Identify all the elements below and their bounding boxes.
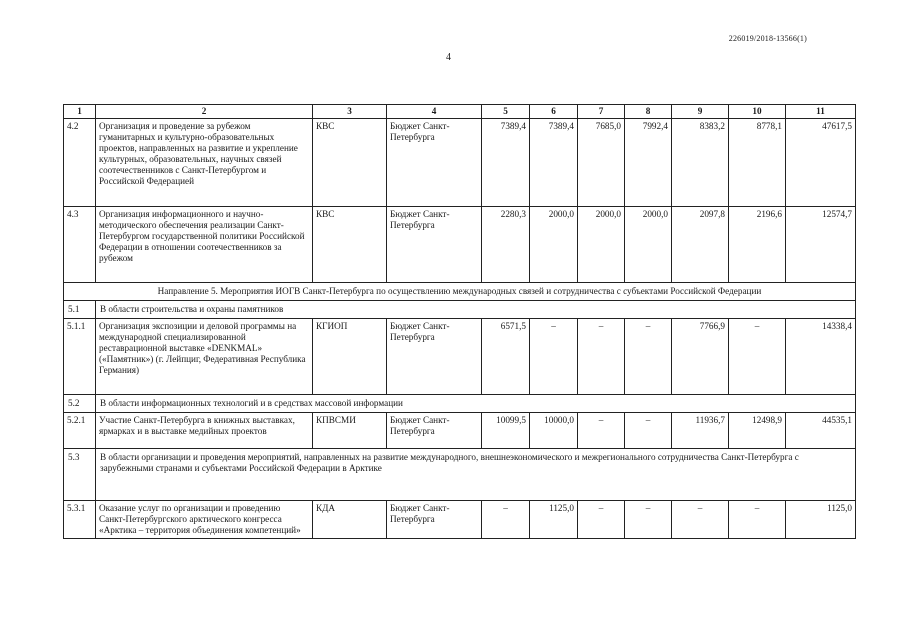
column-header: 3 xyxy=(313,105,387,119)
page-number: 4 xyxy=(446,52,451,63)
column-header: 1 xyxy=(64,105,96,119)
row-description: Организация и проведение за рубежом гуманитарных и культурно-образовательных проектов, направленных на развитие и укрепление культурных, образовательных, научных связей соотечественников с Санкт-Петербургом и Российской Федерацией xyxy=(96,119,313,207)
row-amount: 8778,1 xyxy=(729,119,786,207)
row-executor: КПВСМИ xyxy=(313,413,387,449)
column-header: 11 xyxy=(786,105,856,119)
row-funding-source: Бюджет Санкт-Петербурга xyxy=(387,413,482,449)
row-funding-source: Бюджет Санкт-Петербурга xyxy=(387,319,482,395)
row-amount: 6571,5 xyxy=(482,319,530,395)
column-header: 2 xyxy=(96,105,313,119)
row-amount: 2000,0 xyxy=(578,207,625,283)
row-amount: – xyxy=(625,413,672,449)
row-amount: 11936,7 xyxy=(672,413,729,449)
section-code: 5.3 xyxy=(64,449,96,501)
column-header: 7 xyxy=(578,105,625,119)
row-executor: КДА xyxy=(313,501,387,539)
row-amount: 2280,3 xyxy=(482,207,530,283)
row-amount: 2000,0 xyxy=(625,207,672,283)
row-amount: 12574,7 xyxy=(786,207,856,283)
column-header: 8 xyxy=(625,105,672,119)
table-row xyxy=(64,319,856,395)
table-row xyxy=(64,207,856,283)
row-code: 4.3 xyxy=(64,207,96,283)
row-amount: 7992,4 xyxy=(625,119,672,207)
section-title: В области информационных технологий и в средствах массовой информации xyxy=(96,395,856,413)
row-amount: 44535,1 xyxy=(786,413,856,449)
row-amount: 8383,2 xyxy=(672,119,729,207)
column-header: 9 xyxy=(672,105,729,119)
row-amount: 10099,5 xyxy=(482,413,530,449)
row-amount: – xyxy=(625,319,672,395)
direction-title: Направление 5. Мероприятия ИОГВ Санкт-Петербурга по осуществлению международных связей и сотрудничества с субъектами Российской Федерации xyxy=(64,283,856,301)
row-amount: 2000,0 xyxy=(530,207,578,283)
row-amount: – xyxy=(729,319,786,395)
row-funding-source: Бюджет Санкт-Петербурга xyxy=(387,501,482,539)
row-executor: КВС xyxy=(313,207,387,283)
row-description: Организация информационного и научно-методического обеспечения реализации Санкт-Петербургом государственной политики Российской Федерации в отношении соотечественников за рубежом xyxy=(96,207,313,283)
row-amount: – xyxy=(729,501,786,539)
row-code: 5.2.1 xyxy=(64,413,96,449)
row-amount: 7685,0 xyxy=(578,119,625,207)
budget-table xyxy=(63,104,856,539)
row-amount: – xyxy=(530,319,578,395)
row-amount: – xyxy=(482,501,530,539)
row-amount: 1125,0 xyxy=(786,501,856,539)
row-funding-source: Бюджет Санкт-Петербурга xyxy=(387,119,482,207)
section-code: 5.2 xyxy=(64,395,96,413)
row-code: 5.1.1 xyxy=(64,319,96,395)
direction-row xyxy=(64,283,856,301)
row-amount: 14338,4 xyxy=(786,319,856,395)
row-amount: – xyxy=(578,501,625,539)
table-row xyxy=(64,413,856,449)
section-title: В области организации и проведения мероприятий, направленных на развитие международного, внешнеэкономического и межрегионального сотрудничества Санкт-Петербурга с зарубежными странами и субъектами Российской Федерации в Арктике xyxy=(96,449,856,501)
section-row xyxy=(64,449,856,501)
row-amount: 2196,6 xyxy=(729,207,786,283)
row-funding-source: Бюджет Санкт-Петербурга xyxy=(387,207,482,283)
row-amount: – xyxy=(625,501,672,539)
row-executor: КВС xyxy=(313,119,387,207)
row-amount: 1125,0 xyxy=(530,501,578,539)
row-amount: 7389,4 xyxy=(482,119,530,207)
row-description: Оказание услуг по организации и проведению Санкт-Петербургского арктического конгресса «Арктика – территория объединения компетенций» xyxy=(96,501,313,539)
table-row xyxy=(64,119,856,207)
column-header: 5 xyxy=(482,105,530,119)
section-row xyxy=(64,301,856,319)
table-header-row xyxy=(64,105,856,119)
column-header: 6 xyxy=(530,105,578,119)
row-code: 4.2 xyxy=(64,119,96,207)
section-row xyxy=(64,395,856,413)
row-description: Организация экспозиции и деловой программы на международной специализированной реставрационной выставке «DENKMAL» («Памятник») (г. Лейпциг, Федеративная Республика Германия) xyxy=(96,319,313,395)
row-description: Участие Санкт-Петербурга в книжных выставках, ярмарках и в выставке медийных проектов xyxy=(96,413,313,449)
row-executor: КГИОП xyxy=(313,319,387,395)
row-amount: – xyxy=(672,501,729,539)
row-amount: – xyxy=(578,319,625,395)
row-amount: 10000,0 xyxy=(530,413,578,449)
row-amount: – xyxy=(578,413,625,449)
row-amount: 7389,4 xyxy=(530,119,578,207)
document-number: 226019/2018-13566(1) xyxy=(728,34,807,43)
table-row xyxy=(64,501,856,539)
row-amount: 12498,9 xyxy=(729,413,786,449)
column-header: 10 xyxy=(729,105,786,119)
column-header: 4 xyxy=(387,105,482,119)
section-code: 5.1 xyxy=(64,301,96,319)
section-title: В области строительства и охраны памятников xyxy=(96,301,856,319)
row-amount: 7766,9 xyxy=(672,319,729,395)
row-amount: 47617,5 xyxy=(786,119,856,207)
row-amount: 2097,8 xyxy=(672,207,729,283)
row-code: 5.3.1 xyxy=(64,501,96,539)
